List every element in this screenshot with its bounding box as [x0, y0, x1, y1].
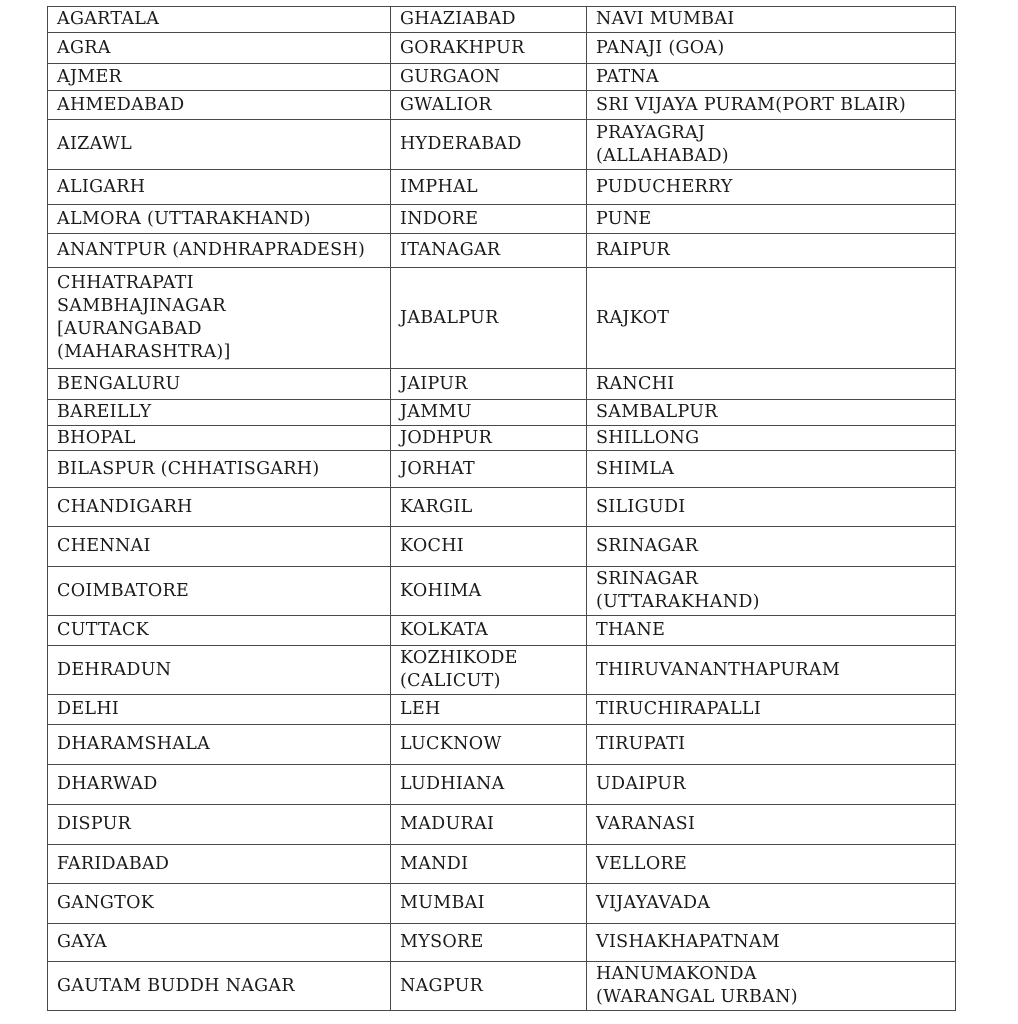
- table-row: [48, 695, 956, 725]
- table-row: [48, 64, 956, 91]
- city-table: [47, 6, 956, 1011]
- table-cell: COIMBATORE: [48, 567, 391, 616]
- table-cell: ANANTPUR (ANDHRAPRADESH): [48, 234, 391, 268]
- table-row: [48, 369, 956, 400]
- table-cell: KOLKATA: [391, 616, 587, 646]
- table-cell: NAGPUR: [391, 962, 587, 1011]
- table-cell: JAIPUR: [391, 369, 587, 400]
- table-cell: HANUMAKONDA (WARANGAL URBAN): [587, 962, 956, 1011]
- table-cell: DEHRADUN: [48, 646, 391, 695]
- table-cell: GORAKHPUR: [391, 33, 587, 64]
- table-cell: SRI VIJAYA PURAM(PORT BLAIR): [587, 91, 956, 120]
- table-row: [48, 845, 956, 884]
- table-cell: SHILLONG: [587, 426, 956, 451]
- table-row: [48, 400, 956, 426]
- table-cell: BHOPAL: [48, 426, 391, 451]
- table-cell: KARGIL: [391, 488, 587, 527]
- table-cell: ALIGARH: [48, 170, 391, 205]
- table-cell: VARANASI: [587, 805, 956, 845]
- table-cell: VELLORE: [587, 845, 956, 884]
- table-cell: DELHI: [48, 695, 391, 725]
- table-cell: PUDUCHERRY: [587, 170, 956, 205]
- table-cell: IMPHAL: [391, 170, 587, 205]
- table-cell: KOZHIKODE (CALICUT): [391, 646, 587, 695]
- table-cell: JABALPUR: [391, 268, 587, 369]
- table-cell: CHHATRAPATI SAMBHAJINAGAR [AURANGABAD (MAHARASHTRA)]: [48, 268, 391, 369]
- table-row: [48, 451, 956, 488]
- table-cell: GWALIOR: [391, 91, 587, 120]
- table-cell: CHENNAI: [48, 527, 391, 567]
- table-cell: GURGAON: [391, 64, 587, 91]
- table-cell: UDAIPUR: [587, 765, 956, 805]
- table-cell: SILIGUDI: [587, 488, 956, 527]
- table-row: [48, 962, 956, 1011]
- table-cell: ALMORA (UTTARAKHAND): [48, 205, 391, 234]
- table-cell: JODHPUR: [391, 426, 587, 451]
- table-cell: AGARTALA: [48, 7, 391, 33]
- table-cell: DHARWAD: [48, 765, 391, 805]
- table-cell: VIJAYAVADA: [587, 884, 956, 924]
- table-row: [48, 884, 956, 924]
- table-row: [48, 805, 956, 845]
- table-cell: THIRUVANANTHAPURAM: [587, 646, 956, 695]
- table-row: [48, 120, 956, 170]
- table-row: [48, 91, 956, 120]
- table-cell: JORHAT: [391, 451, 587, 488]
- table-cell: AGRA: [48, 33, 391, 64]
- table-row: [48, 234, 956, 268]
- table-cell: RAJKOT: [587, 268, 956, 369]
- table-cell: LUDHIANA: [391, 765, 587, 805]
- table-cell: AIZAWL: [48, 120, 391, 170]
- table-cell: NAVI MUMBAI: [587, 7, 956, 33]
- table-row: [48, 616, 956, 646]
- table-cell: THANE: [587, 616, 956, 646]
- table-cell: TIRUCHIRAPALLI: [587, 695, 956, 725]
- table-row: [48, 7, 956, 33]
- table-cell: CHANDIGARH: [48, 488, 391, 527]
- table-cell: PUNE: [587, 205, 956, 234]
- table-cell: MADURAI: [391, 805, 587, 845]
- table-cell: PATNA: [587, 64, 956, 91]
- table-cell: GAUTAM BUDDH NAGAR: [48, 962, 391, 1011]
- table-cell: INDORE: [391, 205, 587, 234]
- table-cell: ITANAGAR: [391, 234, 587, 268]
- table-cell: FARIDABAD: [48, 845, 391, 884]
- table-cell: SRINAGAR (UTTARAKHAND): [587, 567, 956, 616]
- table-cell: PANAJI (GOA): [587, 33, 956, 64]
- table-cell: RANCHI: [587, 369, 956, 400]
- table-cell: DHARAMSHALA: [48, 725, 391, 765]
- table-row: [48, 170, 956, 205]
- table-cell: BAREILLY: [48, 400, 391, 426]
- table-cell: CUTTACK: [48, 616, 391, 646]
- table-row: [48, 268, 956, 369]
- table-cell: SAMBALPUR: [587, 400, 956, 426]
- table-cell: SHIMLA: [587, 451, 956, 488]
- table-cell: KOHIMA: [391, 567, 587, 616]
- table-row: [48, 488, 956, 527]
- table-cell: AJMER: [48, 64, 391, 91]
- table-cell: BILASPUR (CHHATISGARH): [48, 451, 391, 488]
- table-row: [48, 725, 956, 765]
- table-row: [48, 567, 956, 616]
- table-cell: GHAZIABAD: [391, 7, 587, 33]
- table-cell: BENGALURU: [48, 369, 391, 400]
- table-cell: MUMBAI: [391, 884, 587, 924]
- table-row: [48, 646, 956, 695]
- table-row: [48, 527, 956, 567]
- table-row: [48, 924, 956, 962]
- table-cell: JAMMU: [391, 400, 587, 426]
- table-row: [48, 205, 956, 234]
- table-cell: VISHAKHAPATNAM: [587, 924, 956, 962]
- table-cell: RAIPUR: [587, 234, 956, 268]
- table-cell: SRINAGAR: [587, 527, 956, 567]
- table-cell: MANDI: [391, 845, 587, 884]
- table-row: [48, 765, 956, 805]
- table-cell: MYSORE: [391, 924, 587, 962]
- table-cell: LEH: [391, 695, 587, 725]
- table-cell: LUCKNOW: [391, 725, 587, 765]
- table-cell: DISPUR: [48, 805, 391, 845]
- table-cell: AHMEDABAD: [48, 91, 391, 120]
- table-cell: PRAYAGRAJ (ALLAHABAD): [587, 120, 956, 170]
- table-row: [48, 426, 956, 451]
- table-row: [48, 33, 956, 64]
- table-cell: HYDERABAD: [391, 120, 587, 170]
- table-cell: KOCHI: [391, 527, 587, 567]
- table-cell: GAYA: [48, 924, 391, 962]
- city-table-body: [48, 7, 956, 1011]
- table-cell: GANGTOK: [48, 884, 391, 924]
- table-cell: TIRUPATI: [587, 725, 956, 765]
